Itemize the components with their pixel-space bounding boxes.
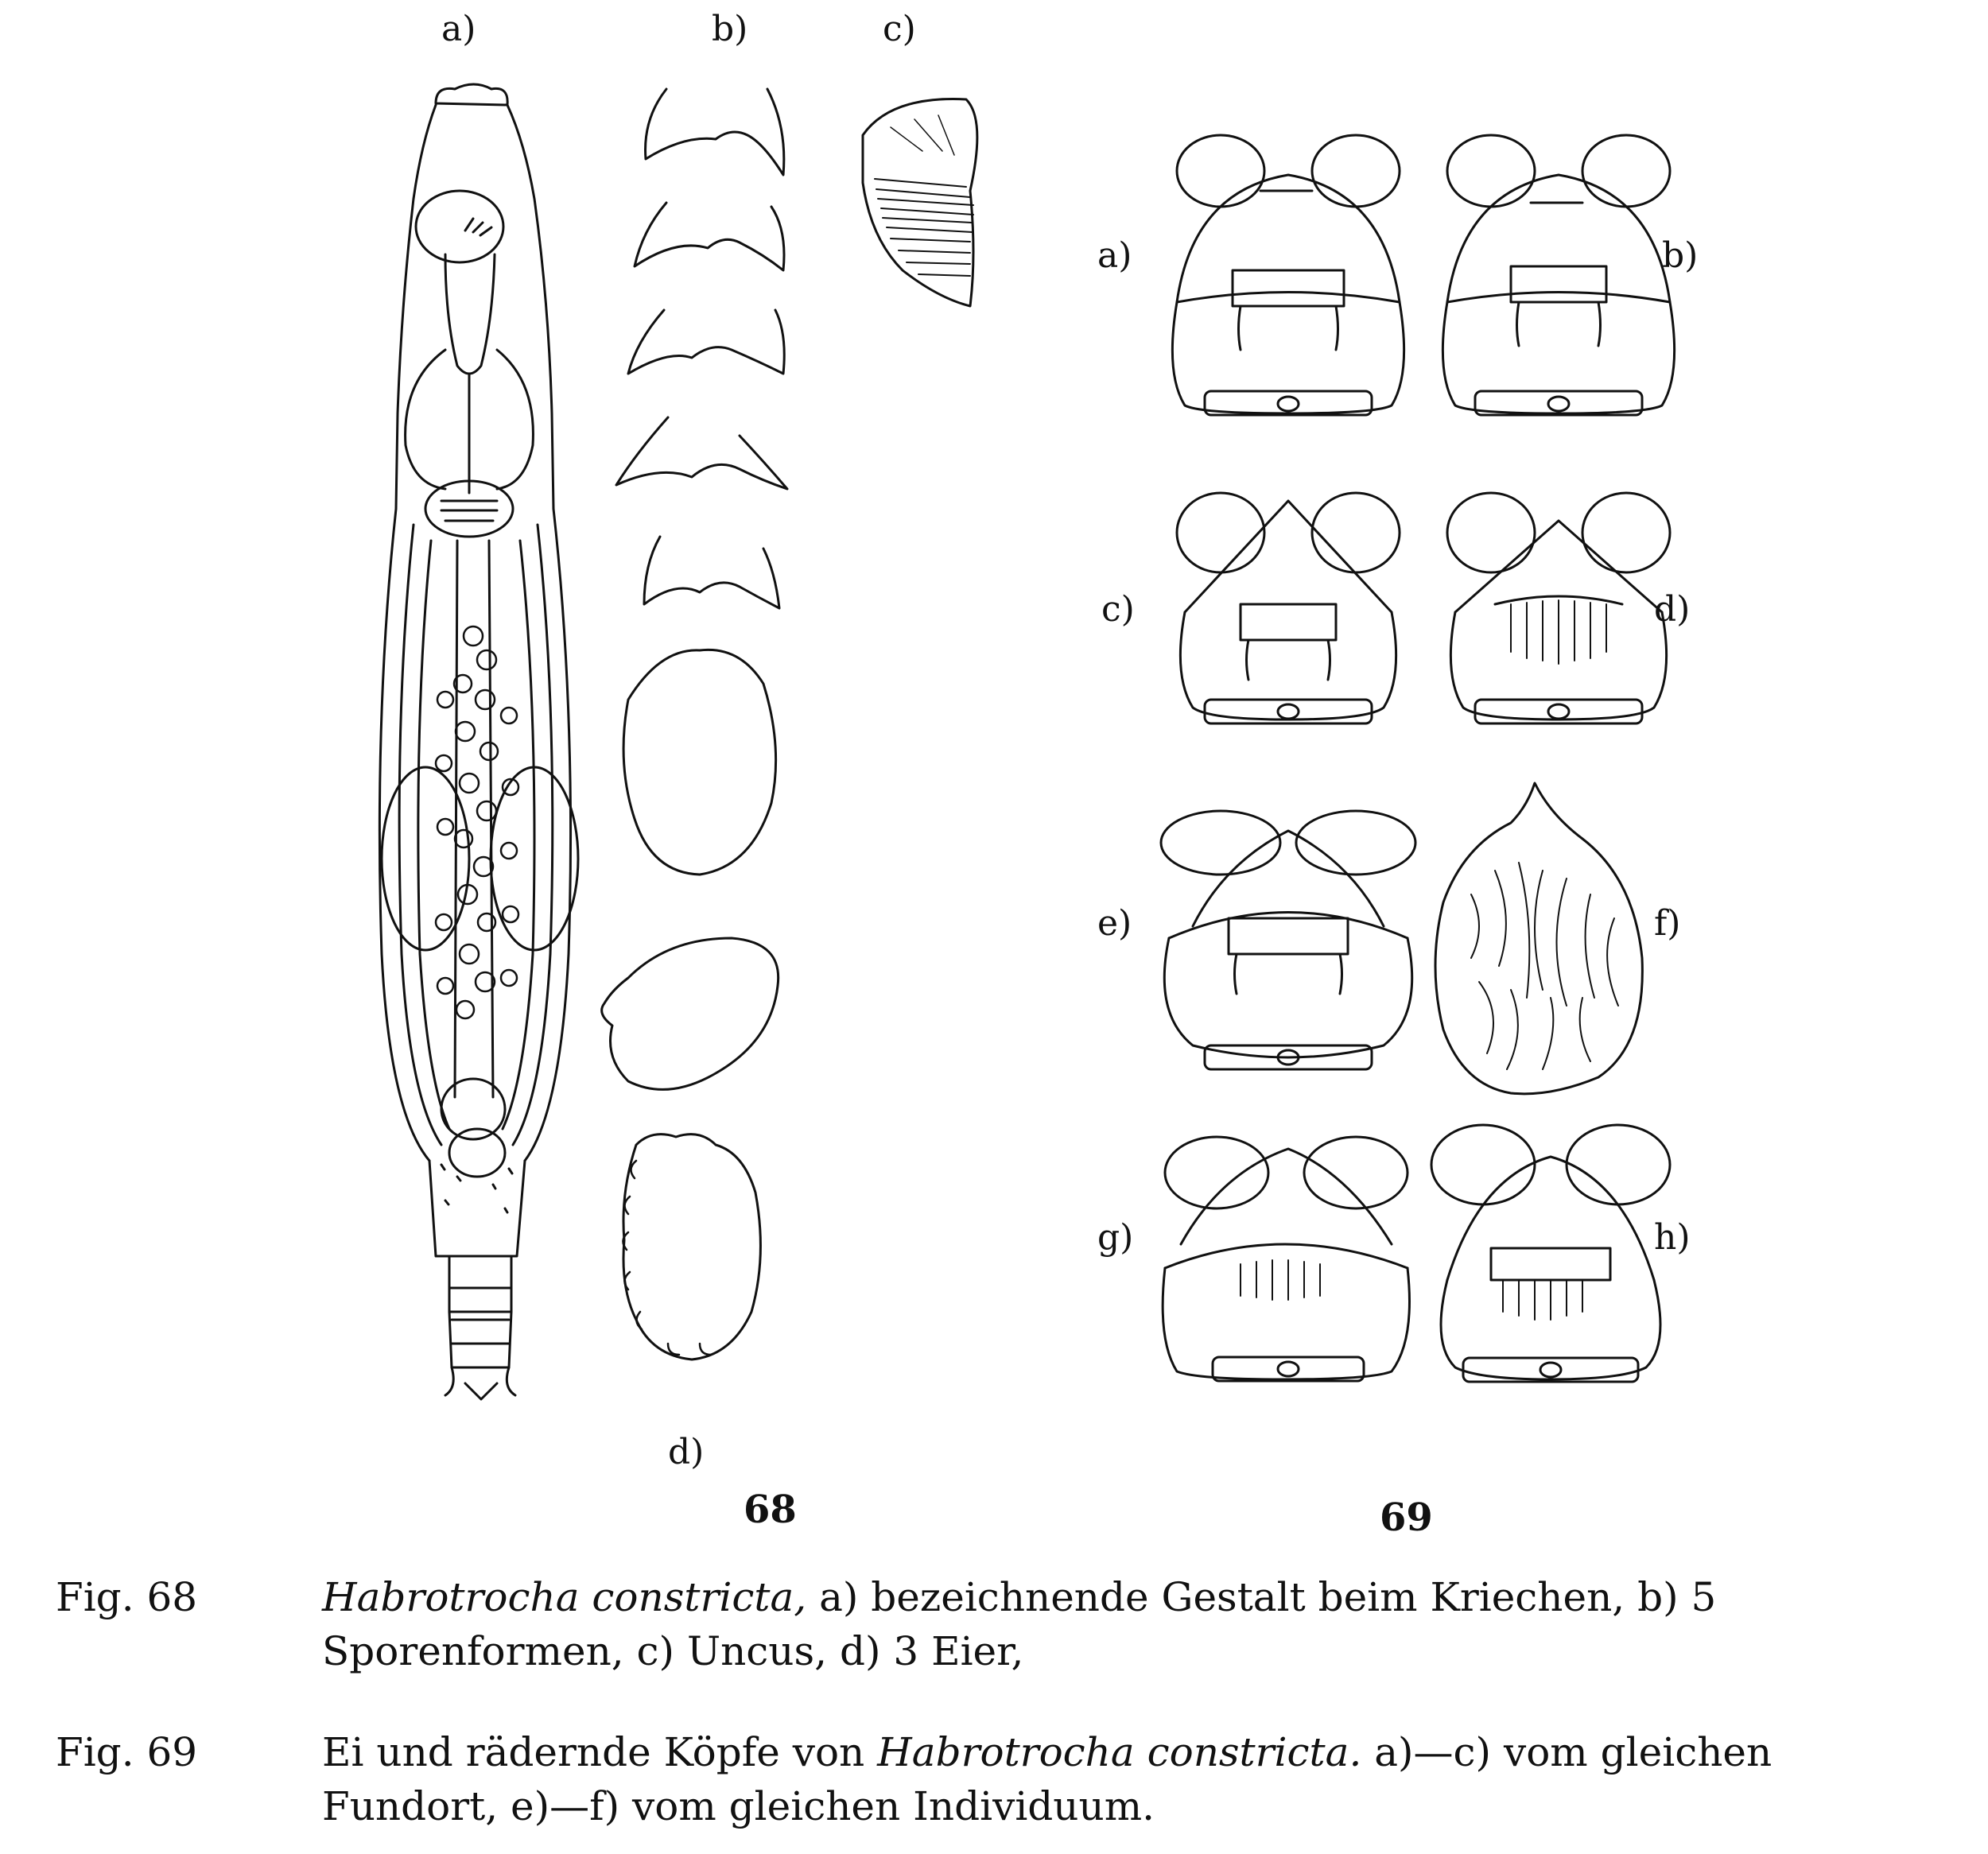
caption-fig69-text-after: a)—c) vom gleichen Fundort, e)—f) vom gleichen Individuum. [322, 1729, 1773, 1829]
fig68b-spore-forms [616, 89, 787, 608]
fig69-label-b: b) [1662, 235, 1699, 276]
fig69h-head [1431, 1125, 1670, 1382]
caption-fig69 [56, 1725, 1948, 1833]
fig68c-uncus [863, 99, 977, 306]
fig69e-head [1161, 811, 1415, 1069]
fig68-label-a: a) [441, 9, 476, 49]
fig69a-head [1172, 135, 1404, 415]
caption-fig69-species: Habrotrocha constricta. [877, 1729, 1362, 1775]
fig68d-eggs [602, 650, 779, 1359]
caption-fig68-text-after: a) bezeichnende Gestalt beim Kriechen, b) 5 Sporenformen, c) Uncus, d) 3 Eier, [322, 1574, 1717, 1674]
caption-fig68-species: Habrotrocha constricta, [322, 1574, 807, 1620]
fig68-label-b: b) [712, 9, 748, 49]
fig69-label-e: e) [1097, 903, 1132, 944]
caption-fig69-text-before: Ei und rädernde Köpfe von [322, 1729, 878, 1775]
caption-fig69-text [322, 1725, 1948, 1833]
fig69-heads [1161, 135, 1675, 1382]
fig69-number: 69 [1380, 1495, 1433, 1540]
fig69-label-g: g) [1097, 1217, 1134, 1258]
caption-fig68 [56, 1570, 1948, 1678]
fig69-label-f: f) [1654, 903, 1681, 944]
caption-fig68-text [322, 1570, 1948, 1678]
fig69-label-h: h) [1654, 1217, 1691, 1258]
fig69-label-c: c) [1101, 589, 1135, 630]
fig69-label-a: a) [1097, 235, 1132, 276]
fig69g-head [1163, 1137, 1409, 1381]
fig68-number: 68 [744, 1487, 797, 1532]
caption-fig68-label: Fig. 68 [56, 1574, 198, 1620]
fig69c-head [1177, 493, 1400, 723]
fig68-label-d: d) [668, 1432, 705, 1472]
fig69-label-d: d) [1654, 589, 1691, 630]
fig68-label-c: c) [883, 9, 916, 49]
fig69d-head [1447, 493, 1670, 723]
fig69f-egg [1435, 783, 1642, 1094]
fig68a-rotifer-drawing [379, 84, 578, 1399]
caption-fig69-label: Fig. 69 [56, 1729, 198, 1775]
fig69b-head [1442, 135, 1674, 415]
